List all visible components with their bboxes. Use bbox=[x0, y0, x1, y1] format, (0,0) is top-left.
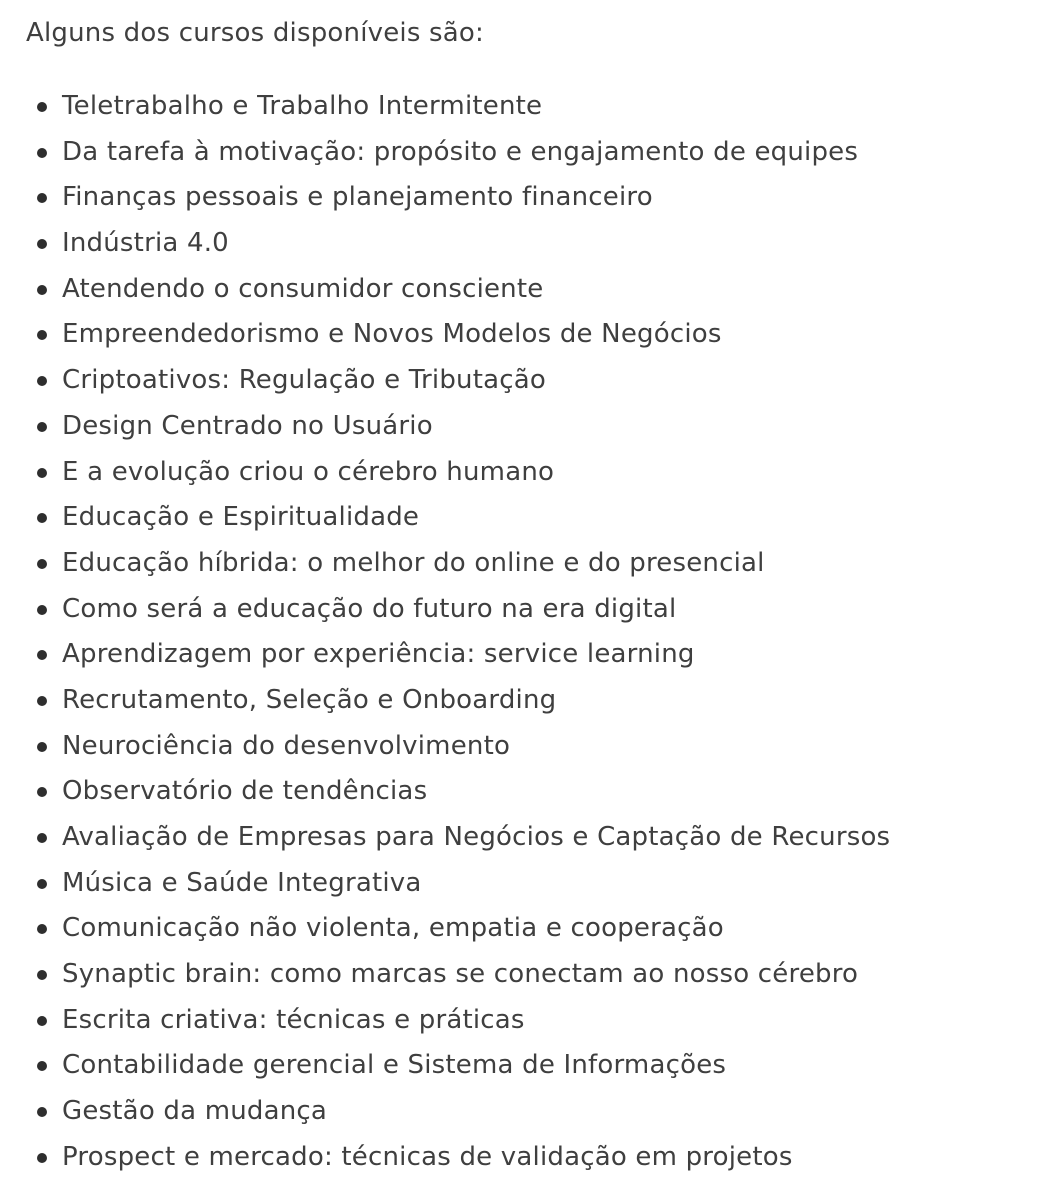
course-title: Finanças pessoais e planejamento financeiro bbox=[62, 182, 653, 213]
bullet-icon bbox=[37, 102, 47, 112]
course-title: Recrutamento, Seleção e Onboarding bbox=[62, 684, 557, 715]
course-title: Da tarefa à motivação: propósito e engajamento de equipes bbox=[62, 136, 859, 167]
course-title: Avaliação de Empresas para Negócios e Captação de Recursos bbox=[62, 822, 891, 852]
course-title: Comunicação não violenta, empatia e cooperação bbox=[62, 913, 724, 944]
course-list-item bbox=[36, 84, 1040, 130]
intro-text: Alguns dos cursos disponíveis são: bbox=[26, 18, 484, 48]
course-title: Criptoativos: Regulação e Tributação bbox=[62, 365, 546, 396]
course-list-item bbox=[36, 130, 1040, 176]
bullet-icon bbox=[37, 924, 47, 934]
course-list-item bbox=[36, 1043, 1040, 1089]
course-list-item bbox=[36, 724, 1040, 770]
course-list-item bbox=[36, 678, 1040, 724]
course-list-item bbox=[36, 632, 1040, 678]
bullet-icon bbox=[37, 742, 47, 752]
course-title: Atendendo o consumidor consciente bbox=[62, 273, 544, 304]
course-list-item bbox=[36, 815, 1040, 861]
course-list-item bbox=[36, 769, 1040, 815]
course-title: Contabilidade gerencial e Sistema de Informações bbox=[62, 1050, 727, 1081]
course-list-item bbox=[36, 861, 1040, 907]
bullet-icon bbox=[37, 650, 47, 660]
course-list bbox=[36, 84, 1040, 1181]
bullet-icon bbox=[37, 1016, 47, 1026]
course-title: Como será a educação do futuro na era digital bbox=[62, 593, 677, 624]
course-list-item bbox=[36, 267, 1040, 313]
bullet-icon bbox=[37, 513, 47, 523]
course-list-item bbox=[36, 221, 1040, 267]
course-title: Empreendedorismo e Novos Modelos de Negócios bbox=[62, 319, 722, 350]
course-title: Educação híbrida: o melhor do online e do presencial bbox=[62, 547, 765, 578]
course-list-item bbox=[36, 358, 1040, 404]
bullet-icon bbox=[37, 605, 47, 615]
course-title: Indústria 4.0 bbox=[62, 228, 229, 259]
course-title: Neurociência do desenvolvimento bbox=[62, 730, 511, 761]
course-title: Música e Saúde Integrativa bbox=[62, 867, 422, 898]
course-list-item bbox=[36, 587, 1040, 633]
course-title: Design Centrado no Usuário bbox=[62, 410, 433, 441]
bullet-icon bbox=[37, 330, 47, 340]
course-list-item bbox=[36, 312, 1040, 358]
bullet-icon bbox=[37, 787, 47, 797]
bullet-icon bbox=[37, 239, 47, 249]
bullet-icon bbox=[37, 148, 47, 158]
bullet-icon bbox=[37, 1107, 47, 1117]
bullet-icon bbox=[37, 696, 47, 706]
course-list-item bbox=[36, 450, 1040, 496]
bullet-icon bbox=[37, 285, 47, 295]
bullet-icon bbox=[37, 833, 47, 843]
course-title: E a evolução criou o cérebro humano bbox=[62, 456, 555, 487]
course-list-item bbox=[36, 541, 1040, 587]
course-title: Gestão da mudança bbox=[62, 1096, 328, 1127]
course-list-item bbox=[36, 1135, 1040, 1181]
bullet-icon bbox=[37, 422, 47, 432]
course-title: Teletrabalho e Trabalho Intermitente bbox=[62, 91, 543, 121]
course-list-item bbox=[36, 495, 1040, 541]
bullet-icon bbox=[37, 193, 47, 203]
course-title: Escrita criativa: técnicas e práticas bbox=[62, 1004, 525, 1035]
course-list-item bbox=[36, 1089, 1040, 1135]
course-list-item bbox=[36, 952, 1040, 998]
bullet-icon bbox=[37, 1061, 47, 1071]
bullet-icon bbox=[37, 970, 47, 980]
course-list-item bbox=[36, 175, 1040, 221]
course-title: Synaptic brain: como marcas se conectam ao nosso cérebro bbox=[62, 959, 859, 990]
course-list-item bbox=[36, 906, 1040, 952]
bullet-icon bbox=[37, 376, 47, 386]
course-list-item bbox=[36, 404, 1040, 450]
bullet-icon bbox=[37, 1153, 47, 1163]
course-title: Prospect e mercado: técnicas de validação em projetos bbox=[62, 1141, 793, 1172]
bullet-icon bbox=[37, 559, 47, 569]
course-title: Aprendizagem por experiência: service learning bbox=[62, 639, 695, 670]
bullet-icon bbox=[37, 468, 47, 478]
course-title: Observatório de tendências bbox=[62, 776, 428, 807]
course-list-item bbox=[36, 998, 1040, 1044]
course-title: Educação e Espiritualidade bbox=[62, 502, 420, 533]
bullet-icon bbox=[37, 879, 47, 889]
